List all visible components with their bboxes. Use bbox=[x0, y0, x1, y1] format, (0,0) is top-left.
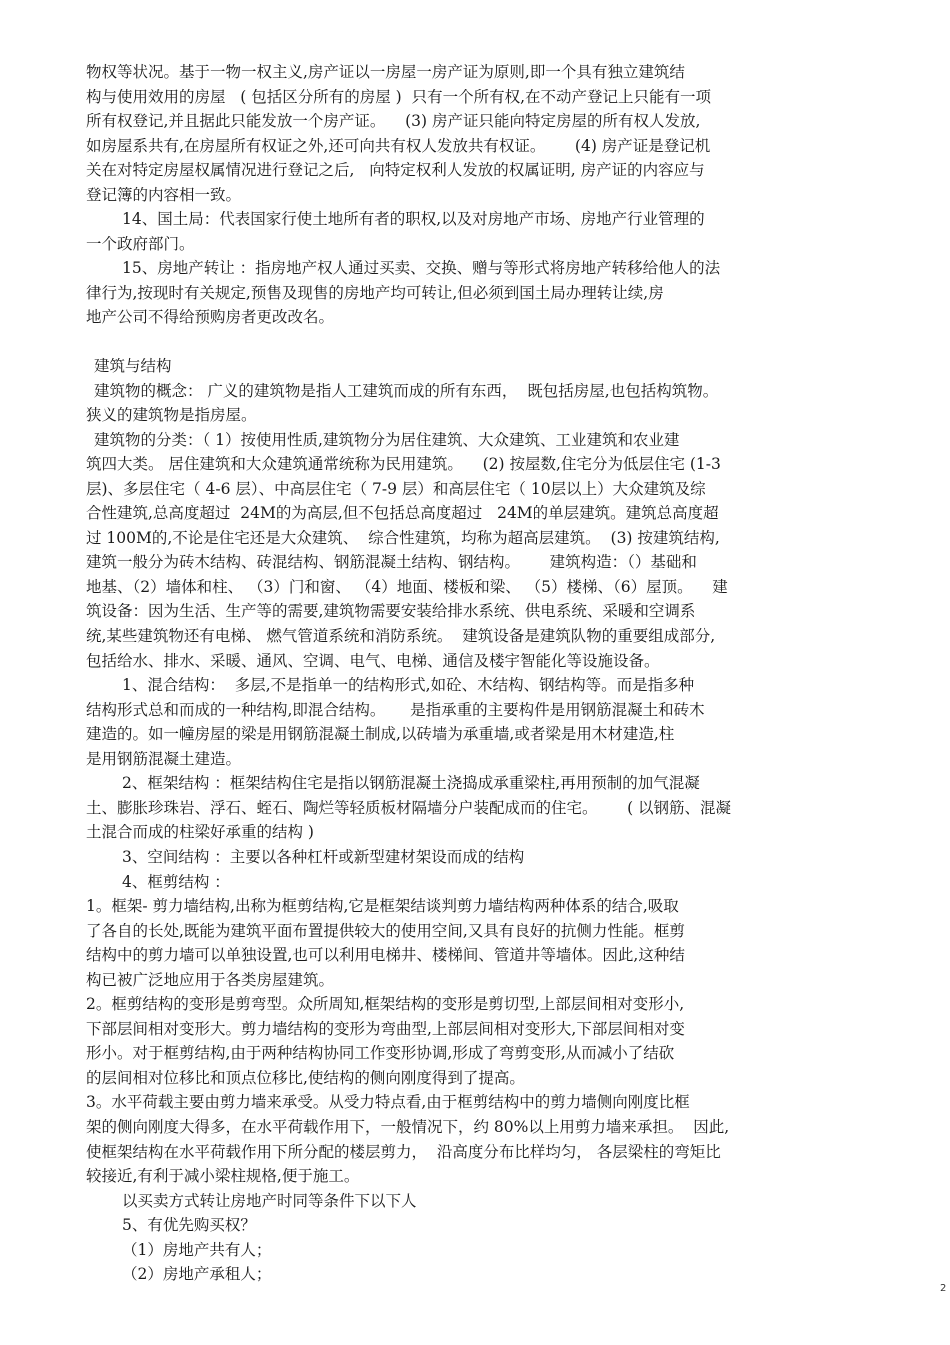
text-line: 过 100M的,不论是住宅还是大众建筑、 综合性建筑，均称为超高层建筑。 (3) 按建筑结构, bbox=[86, 528, 720, 547]
text-line: 统,某些建筑物还有电梯、 燃气管道系统和消防系统。 建筑设备是建筑队物的重要组成部分, bbox=[86, 627, 716, 646]
text-line: 结构形式总和而成的一种结构,即混合结构。 是指承重的主要构件是用钢筋混凝土和砖木 bbox=[86, 700, 705, 719]
page-number: 2 bbox=[940, 1283, 947, 1294]
text-line: 1。框架- 剪力墙结构,出称为框剪结构,它是框架结谈判剪力墙结构两种体系的结合,吸取 bbox=[86, 897, 679, 916]
text-line: 地产公司不得给预购房者更改改名。 bbox=[86, 308, 335, 327]
text-line: 筑设备：因为生活、生产等的需要,建筑物需要安装给排水系统、供电系统、采暖和空调系 bbox=[86, 602, 696, 621]
text-line: 一个政府部门。 bbox=[86, 234, 195, 253]
text-line: 结构中的剪力墙可以单独设置,也可以利用电梯井、楼梯间、管道井等墙体。因此,这种结 bbox=[86, 946, 685, 965]
text-line: 下部层间相对变形大。剪力墙结构的变形为弯曲型,上部层间相对变形大,下部层间相对变 bbox=[86, 1019, 685, 1038]
text-line: 物权等状况。基于一物一权主义,房产证以一房屋一房产证为原则,即一个具有独立建筑结 bbox=[86, 63, 685, 81]
paragraph-gap bbox=[86, 330, 854, 354]
text-line: 如房屋系共有,在房屋所有权证之外,还可向共有权人发放共有权证。 (4) 房产证是登记机 bbox=[86, 136, 711, 155]
text-line: 建筑一般分为砖木结构、砖混结构、钢筋混凝土结构、钢结构。 建筑构造：（）基础和 bbox=[86, 553, 697, 572]
text-line: 的层间相对位移比和顶点位移比,使结构的侧向刚度得到了提高。 bbox=[86, 1068, 525, 1087]
text-line: 较接近,有利于减小梁柱规格,便于施工。 bbox=[86, 1167, 360, 1186]
text-line: 合性建筑,总高度超过 24M的为高层,但不包括总高度超过 24M的单层建筑。建筑总高度超 bbox=[86, 504, 719, 523]
text-line: 登记簿的内容相一致。 bbox=[86, 185, 242, 204]
text-line: 所有权登记,并且据此只能发放一个房产证。 (3) 房产证只能向特定房屋的所有权人发放, bbox=[86, 112, 701, 131]
text-line: 使框架结构在水平荷载作用下所分配的楼层剪力， 沿高度分布比样均匀， 各层梁柱的弯矩比 bbox=[86, 1142, 721, 1161]
text-line: 形小。对于框剪结构,由于两种结构协同工作变形协调,形成了弯剪变形,从而减小了结砍 bbox=[86, 1044, 675, 1063]
text-line: 以买卖方式转让房地产时同等条件下以下人 bbox=[122, 1191, 417, 1210]
text-line: 包括给水、排水、采暖、通风、空调、电气、电梯、通信及楼宇智能化等设施设备。 bbox=[86, 651, 660, 670]
text-line: 地基、（2）墙体和柱、 （3）门和窗、 （4）地面、楼板和梁、 （5）楼梯、（6）屋顶。 建 bbox=[86, 577, 728, 596]
text-line: 筑四大类。 居住建筑和大众建筑通常统称为民用建筑。 (2) 按屋数,住宅分为低层住宅 (1-3 bbox=[86, 455, 721, 474]
text-line: 2。框剪结构的变形是剪弯型。众所周知,框架结构的变形是剪切型,上部层间相对变形小, bbox=[86, 995, 685, 1014]
text-line: 2、框架结构 ：框架结构住宅是指以钢筋混凝土浇捣成承重梁柱,再用预制的加气混凝 bbox=[122, 774, 700, 793]
text-line: 建筑物的概念： 广义的建筑物是指人工建筑而成的所有东西， 既包括房屋,也包括构筑物。 bbox=[94, 381, 719, 400]
text-line: 建筑物的分类：（ 1）按使用性质,建筑物分为居住建筑、大众建筑、工业建筑和农业建 bbox=[94, 430, 680, 449]
list-item: （1）房地产共有人； bbox=[122, 1240, 272, 1259]
text-line: 建造的。如一幢房屋的梁是用钢筋混凝土制成,以砖墙为承重墙,或者梁是用木材建造,柱 bbox=[86, 725, 675, 744]
text-line: 土混合而成的柱梁好承重的结构 ) bbox=[86, 823, 314, 842]
page-content bbox=[86, 60, 854, 1287]
text-line: 狭义的建筑物是指房屋。 bbox=[86, 406, 257, 425]
list-item: （2）房地产承租人； bbox=[122, 1265, 272, 1284]
text-line: 3、空间结构 ：主要以各种杠杆或新型建材架设而成的结构 bbox=[122, 847, 525, 866]
text-line: 4、框剪结构 ： bbox=[122, 872, 230, 891]
text-line: 14、国土局：代表国家行使土地所有者的职权,以及对房地产市场、房地产行业管理的 bbox=[122, 210, 705, 229]
text-line: 1、混合结构： 多层,不是指单一的结构形式,如砼、木结构、钢结构等。而是指多种 bbox=[122, 676, 695, 695]
text-line: 关在对特定房屋权属情况进行登记之后, 向特定权利人发放的权属证明, 房产证的内容应与 bbox=[86, 161, 705, 180]
text-line: 架的侧向刚度大得多，在水平荷载作用下，一般情况下，约 80%以上用剪力墙来承担。 因此, bbox=[86, 1117, 730, 1136]
text-line: 层)、多层住宅（ 4-6 层）、中高层住宅（ 7-9 层）和高层住宅（ 10层以上）大众建筑及综 bbox=[86, 479, 706, 498]
text-line: 3。水平荷载主要由剪力墙来承受。从受力特点看,由于框剪结构中的剪力墙侧向刚度比框 bbox=[86, 1093, 690, 1112]
text-line: 律行为,按现时有关规定,预售及现售的房地产均可转让,但必须到国土局办理转让续,房 bbox=[86, 283, 664, 302]
section-heading: 建筑与结构 bbox=[94, 357, 172, 376]
text-line: 构已被广泛地应用于各类房屋建筑。 bbox=[86, 970, 335, 989]
text-line: 是用钢筋混凝土建造。 bbox=[86, 749, 242, 768]
text-line: 构与使用效用的房屋 ( 包括区分所有的房屋 ) 只有一个所有权,在不动产登记上只能有一项 bbox=[86, 87, 712, 106]
text-line: 土、膨胀珍珠岩、浮石、蛭石、陶烂等轻质板材隔墙分户装配成而的住宅。 ( 以钢筋、混凝 bbox=[86, 798, 732, 817]
text-line: 5、有优先购买权？ bbox=[122, 1216, 256, 1235]
text-line: 15、房地产转让 ：指房地产权人通过买卖、交换、赠与等形式将房地产转移给他人的法 bbox=[122, 259, 721, 278]
text-line: 了各自的长处,既能为建筑平面布置提供较大的使用空间,又具有良好的抗侧力性能。框剪 bbox=[86, 921, 685, 940]
